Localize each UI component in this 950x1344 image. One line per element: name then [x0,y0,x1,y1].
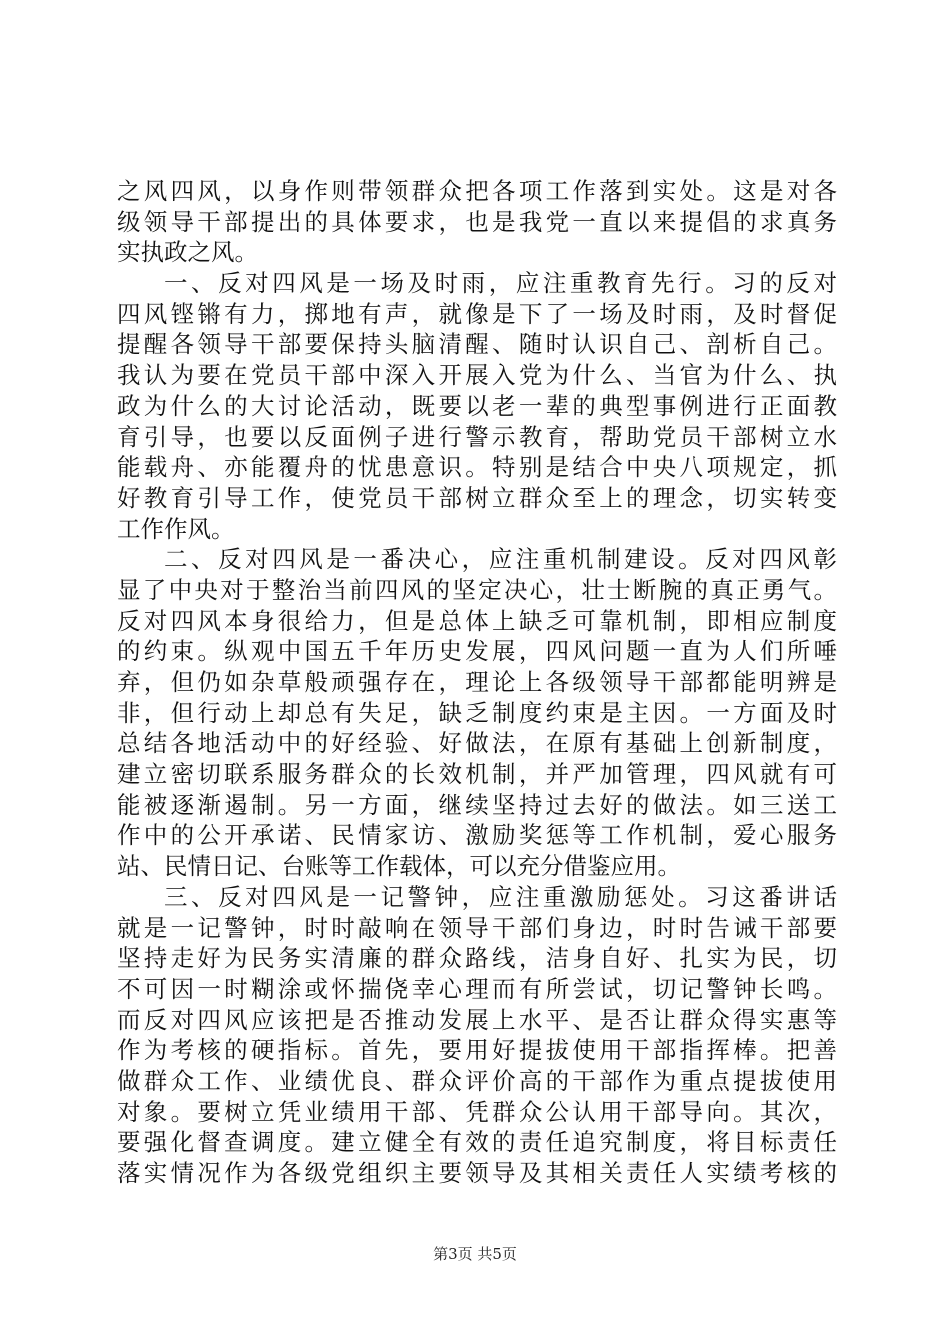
text-line: 的约束。纵观中国五千年历史发展，四风问题一直为人们所唾 [117,637,837,666]
text-line: 坚持走好为民务实清廉的群众路线，洁身自好、扎实为民，切 [117,944,837,973]
text-line: 作中的公开承诺、民情家访、激励奖惩等工作机制，爱心服务 [117,821,837,850]
text-line: 弃，但仍如杂草般顽强存在，理论上各级领导干部都能明辨是 [117,668,837,696]
body-text [117,176,837,1189]
text-line: 反对四风本身很给力，但是总体上缺乏可靠机制，即相应制度 [117,606,837,635]
text-line: 四风铿锵有力，掷地有声，就像是下了一场及时雨，及时督促 [117,299,837,328]
text-line: 提醒各领导干部要保持头脑清醒、随时认识自己、剖析自己。 [117,330,837,359]
text-line: 能被逐渐遏制。另一方面，继续坚持过去好的做法。如三送工 [117,790,837,819]
text-line: 总结各地活动中的好经验、好做法，在原有基础上创新制度， [117,729,837,758]
text-line: 二、反对四风是一番决心，应注重机制建设。反对四风彰 [164,545,837,574]
text-line: 好教育引导工作，使党员干部树立群众至上的理念，切实转变 [117,483,837,512]
text-line: 非，但行动上却总有失足，缺乏制度约束是主因。一方面及时 [117,698,837,727]
text-line: 就是一记警钟，时时敲响在领导干部们身边，时时告诫干部要 [117,913,837,942]
text-line: 工作作风。 [117,514,235,543]
text-line: 三、反对四风是一记警钟，应注重激励惩处。习这番讲话 [164,882,837,911]
text-line: 育引导，也要以反面例子进行警示教育，帮助党员干部树立水 [117,422,837,451]
text-line: 建立密切联系服务群众的长效机制，并严加管理，四风就有可 [117,760,837,789]
text-line: 要强化督查调度。建立健全有效的责任追究制度，将目标责任 [117,1128,837,1157]
text-line: 落实情况作为各级党组织主要领导及其相关责任人实绩考核的 [117,1159,837,1187]
text-line: 政为什么的大讨论活动，既要以老一辈的典型事例进行正面教 [117,391,837,420]
text-line: 实执政之风。 [117,238,258,267]
text-line: 一、反对四风是一场及时雨，应注重教育先行。习的反对 [164,269,837,298]
text-line: 对象。要树立凭业绩用干部、凭群众公认用干部导向。其次， [117,1097,837,1126]
text-line: 不可因一时糊涂或怀揣侥幸心理而有所尝试，切记警钟长鸣。 [117,974,837,1003]
text-line: 做群众工作、业绩优良、群众评价高的干部作为重点提拔使用 [117,1066,837,1095]
text-line: 我认为要在党员干部中深入开展入党为什么、当官为什么、执 [117,361,837,390]
text-line: 作为考核的硬指标。首先，要用好提拔使用干部指挥棒。把善 [117,1036,837,1065]
text-line: 而反对四风应该把是否推动发展上水平、是否让群众得实惠等 [117,1005,837,1034]
text-line: 显了中央对于整治当前四风的坚定决心，壮士断腕的真正勇气。 [117,575,837,604]
text-line: 站、民情日记、台账等工作载体，可以充分借鉴应用。 [117,852,681,881]
text-line: 能载舟、亦能覆舟的忧患意识。特别是结合中央八项规定，抓 [117,453,837,482]
text-line: 级领导干部提出的具体要求，也是我党一直以来提倡的求真务 [117,207,837,236]
page-footer: 第3页 共5页 [433,1245,517,1263]
text-line: 之风四风，以身作则带领群众把各项工作落到实处。这是对各 [117,177,837,205]
